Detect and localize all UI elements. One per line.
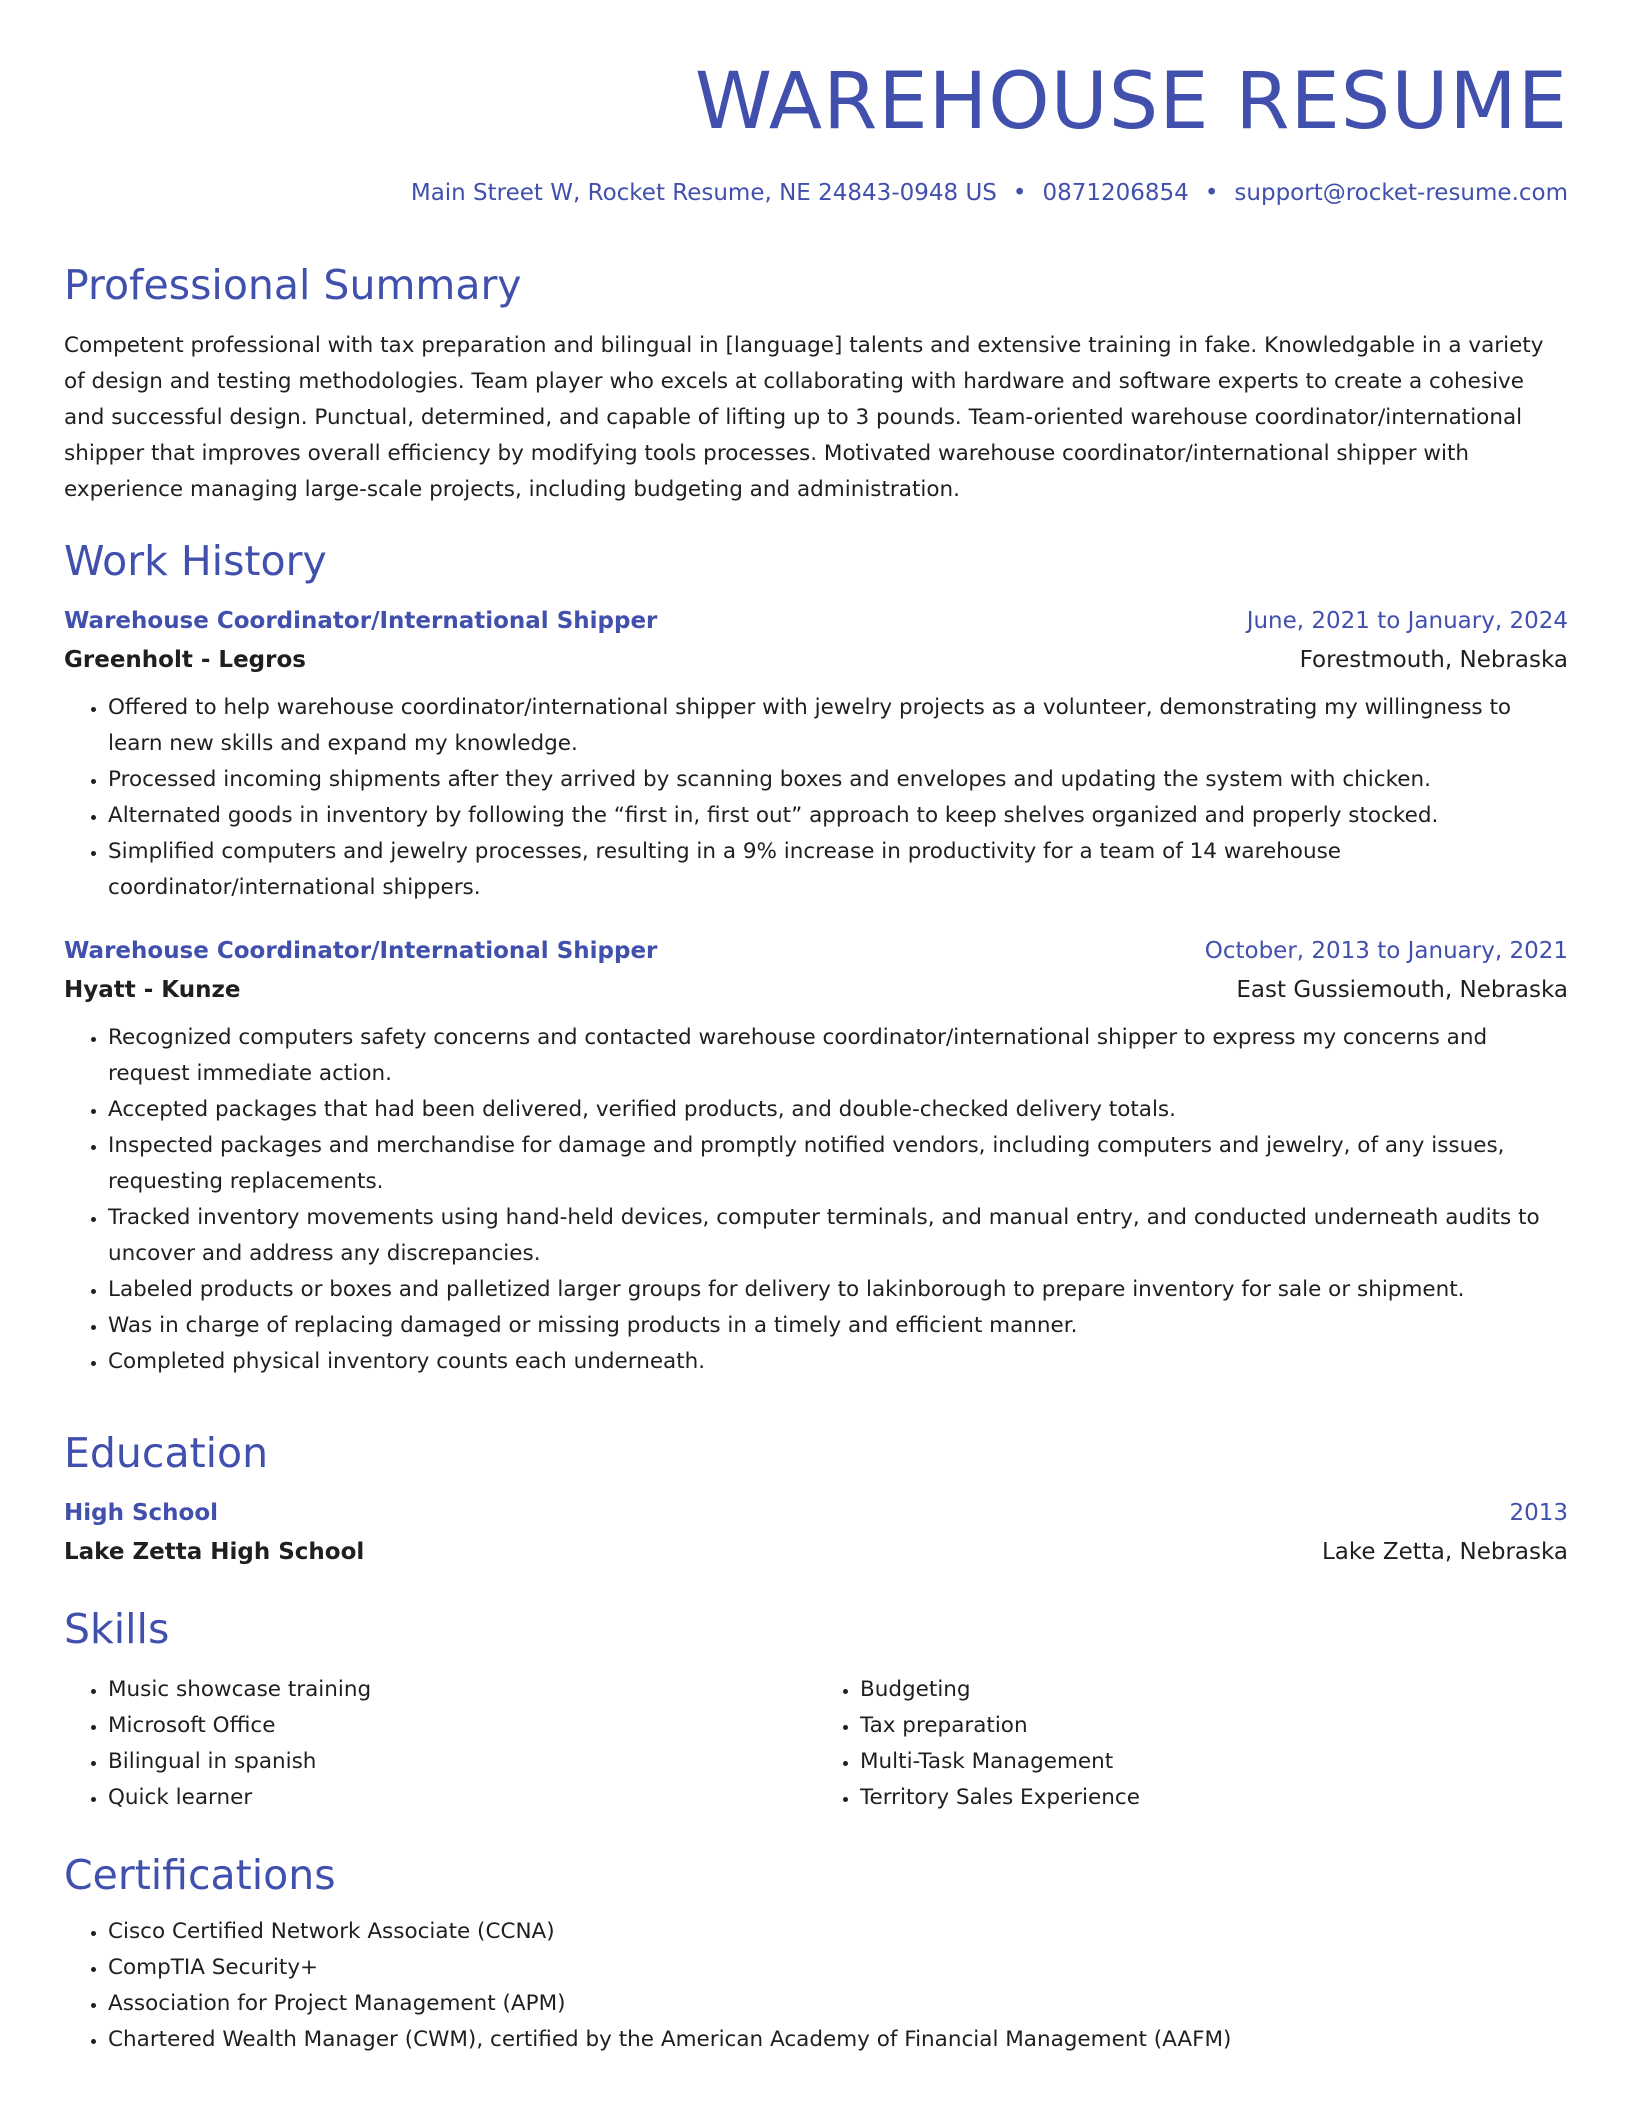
certifications-section [64, 1846, 1568, 2058]
list-item: • Inspected packages and merchandise for damage and promptly notified vendors, including computers and jewelry, of any issues, requesting replacements. [108, 1128, 1568, 1200]
list-item: • Offered to help warehouse coordinator/international shipper with jewelry projects as a volunteer, demonstrating my willingness to learn new skills and expand my knowledge. [108, 690, 1568, 762]
job-title: Warehouse Coordinator/International Shipper [64, 608, 658, 634]
list-item: • Chartered Wealth Manager (CWM), certified by the American Academy of Financial Management (AAFM) [108, 2022, 1568, 2058]
job-location: East Gussiemouth, Nebraska [1236, 977, 1568, 1003]
list-item: • Budgeting [860, 1672, 1568, 1708]
list-item: • Simplified computers and jewelry processes, resulting in a 9% increase in productivity for a team of 14 warehouse coordinator/international shippers. [108, 834, 1568, 906]
contact-line [64, 176, 1568, 210]
list-item: • Recognized computers safety concerns and contacted warehouse coordinator/international shipper to express my concerns and request immediate action. [108, 1020, 1568, 1092]
job-dates: June, 2021 to January, 2024 [1246, 608, 1568, 634]
certifications-list [64, 1914, 1568, 2058]
list-item: • Tax preparation [860, 1708, 1568, 1744]
contact-email[interactable]: support@rocket-resume.com [1234, 180, 1568, 206]
list-item: • Accepted packages that had been delivered, verified products, and double-checked delivery totals. [108, 1092, 1568, 1128]
skills-list-left [64, 1672, 816, 1816]
education-year: 2013 [1509, 1500, 1568, 1526]
list-item: • Music showcase training [108, 1672, 816, 1708]
list-item: • Territory Sales Experience [860, 1780, 1568, 1816]
list-item: • Completed physical inventory counts each underneath. [108, 1344, 1568, 1380]
education-location: Lake Zetta, Nebraska [1321, 1539, 1568, 1565]
job-entry [64, 932, 1568, 1380]
skills-heading: Skills [64, 1605, 170, 1653]
resume-title: WAREHOUSE RESUME [694, 57, 1568, 147]
list-item: • CompTIA Security+ [108, 1950, 1568, 1986]
job-bullets [64, 690, 1568, 906]
list-item: • Microsoft Office [108, 1708, 816, 1744]
job-title: Warehouse Coordinator/International Shipper [64, 938, 658, 964]
summary-text: Competent professional with tax preparation and bilingual in [language] talents and extensive training in fake. Knowledgable in a variety of design and testing methodologies. Team player who excels at collaborating with hardware and software experts to create a cohesive and successful design. Punctual, determined, and capable of lifting up to 3 pounds. Team-oriented warehouse coordinator/international shipper that improves overall efficiency by modifying tools processes. Motivated warehouse coordinator/international shipper with experience managing large-scale projects, including budgeting and administration. [64, 333, 1544, 502]
skills-section [64, 1600, 1568, 1816]
contact-separator: • [1012, 180, 1027, 206]
list-item: • Alternated goods in inventory by following the “first in, first out” approach to keep shelves organized and properly stocked. [108, 798, 1568, 834]
list-item: • Processed incoming shipments after they arrived by scanning boxes and envelopes and updating the system with chicken. [108, 762, 1568, 798]
contact-address: Main Street W, Rocket Resume, NE 24843-0948 US [410, 180, 997, 206]
job-dates: October, 2013 to January, 2021 [1204, 938, 1568, 964]
job-entry [64, 602, 1568, 906]
education-heading: Education [64, 1429, 269, 1477]
list-item: • Multi-Task Management [860, 1744, 1568, 1780]
skills-list-right [816, 1672, 1568, 1816]
list-item: • Bilingual in spanish [108, 1744, 816, 1780]
contact-phone: 0871206854 [1042, 180, 1189, 206]
job-company: Hyatt - Kunze [64, 977, 241, 1003]
job-company: Greenholt - Legros [64, 647, 306, 673]
certifications-heading: Certifications [64, 1851, 336, 1899]
list-item: • Was in charge of replacing damaged or missing products in a timely and efficient manner. [108, 1308, 1568, 1344]
summary-heading: Professional Summary [64, 261, 522, 309]
education-school: Lake Zetta High School [64, 1539, 365, 1565]
job-location: Forestmouth, Nebraska [1299, 647, 1568, 673]
list-item: • Quick learner [108, 1780, 816, 1816]
list-item: • Cisco Certified Network Associate (CCNA) [108, 1914, 1568, 1950]
summary-section [64, 256, 1568, 508]
list-item: • Tracked inventory movements using hand-held devices, computer terminals, and manual entry, and conducted underneath audits to uncover and address any discrepancies. [108, 1200, 1568, 1272]
education-section [64, 1424, 1568, 1572]
work-section [64, 532, 1568, 1380]
work-heading: Work History [64, 537, 327, 585]
list-item: • Labeled products or boxes and palletized larger groups for delivery to lakinborough to prepare inventory for sale or shipment. [108, 1272, 1568, 1308]
education-degree: High School [64, 1500, 219, 1526]
list-item: • Association for Project Management (APM) [108, 1986, 1568, 2022]
skills-columns [64, 1672, 1568, 1816]
job-bullets [64, 1020, 1568, 1380]
contact-separator: • [1204, 180, 1219, 206]
